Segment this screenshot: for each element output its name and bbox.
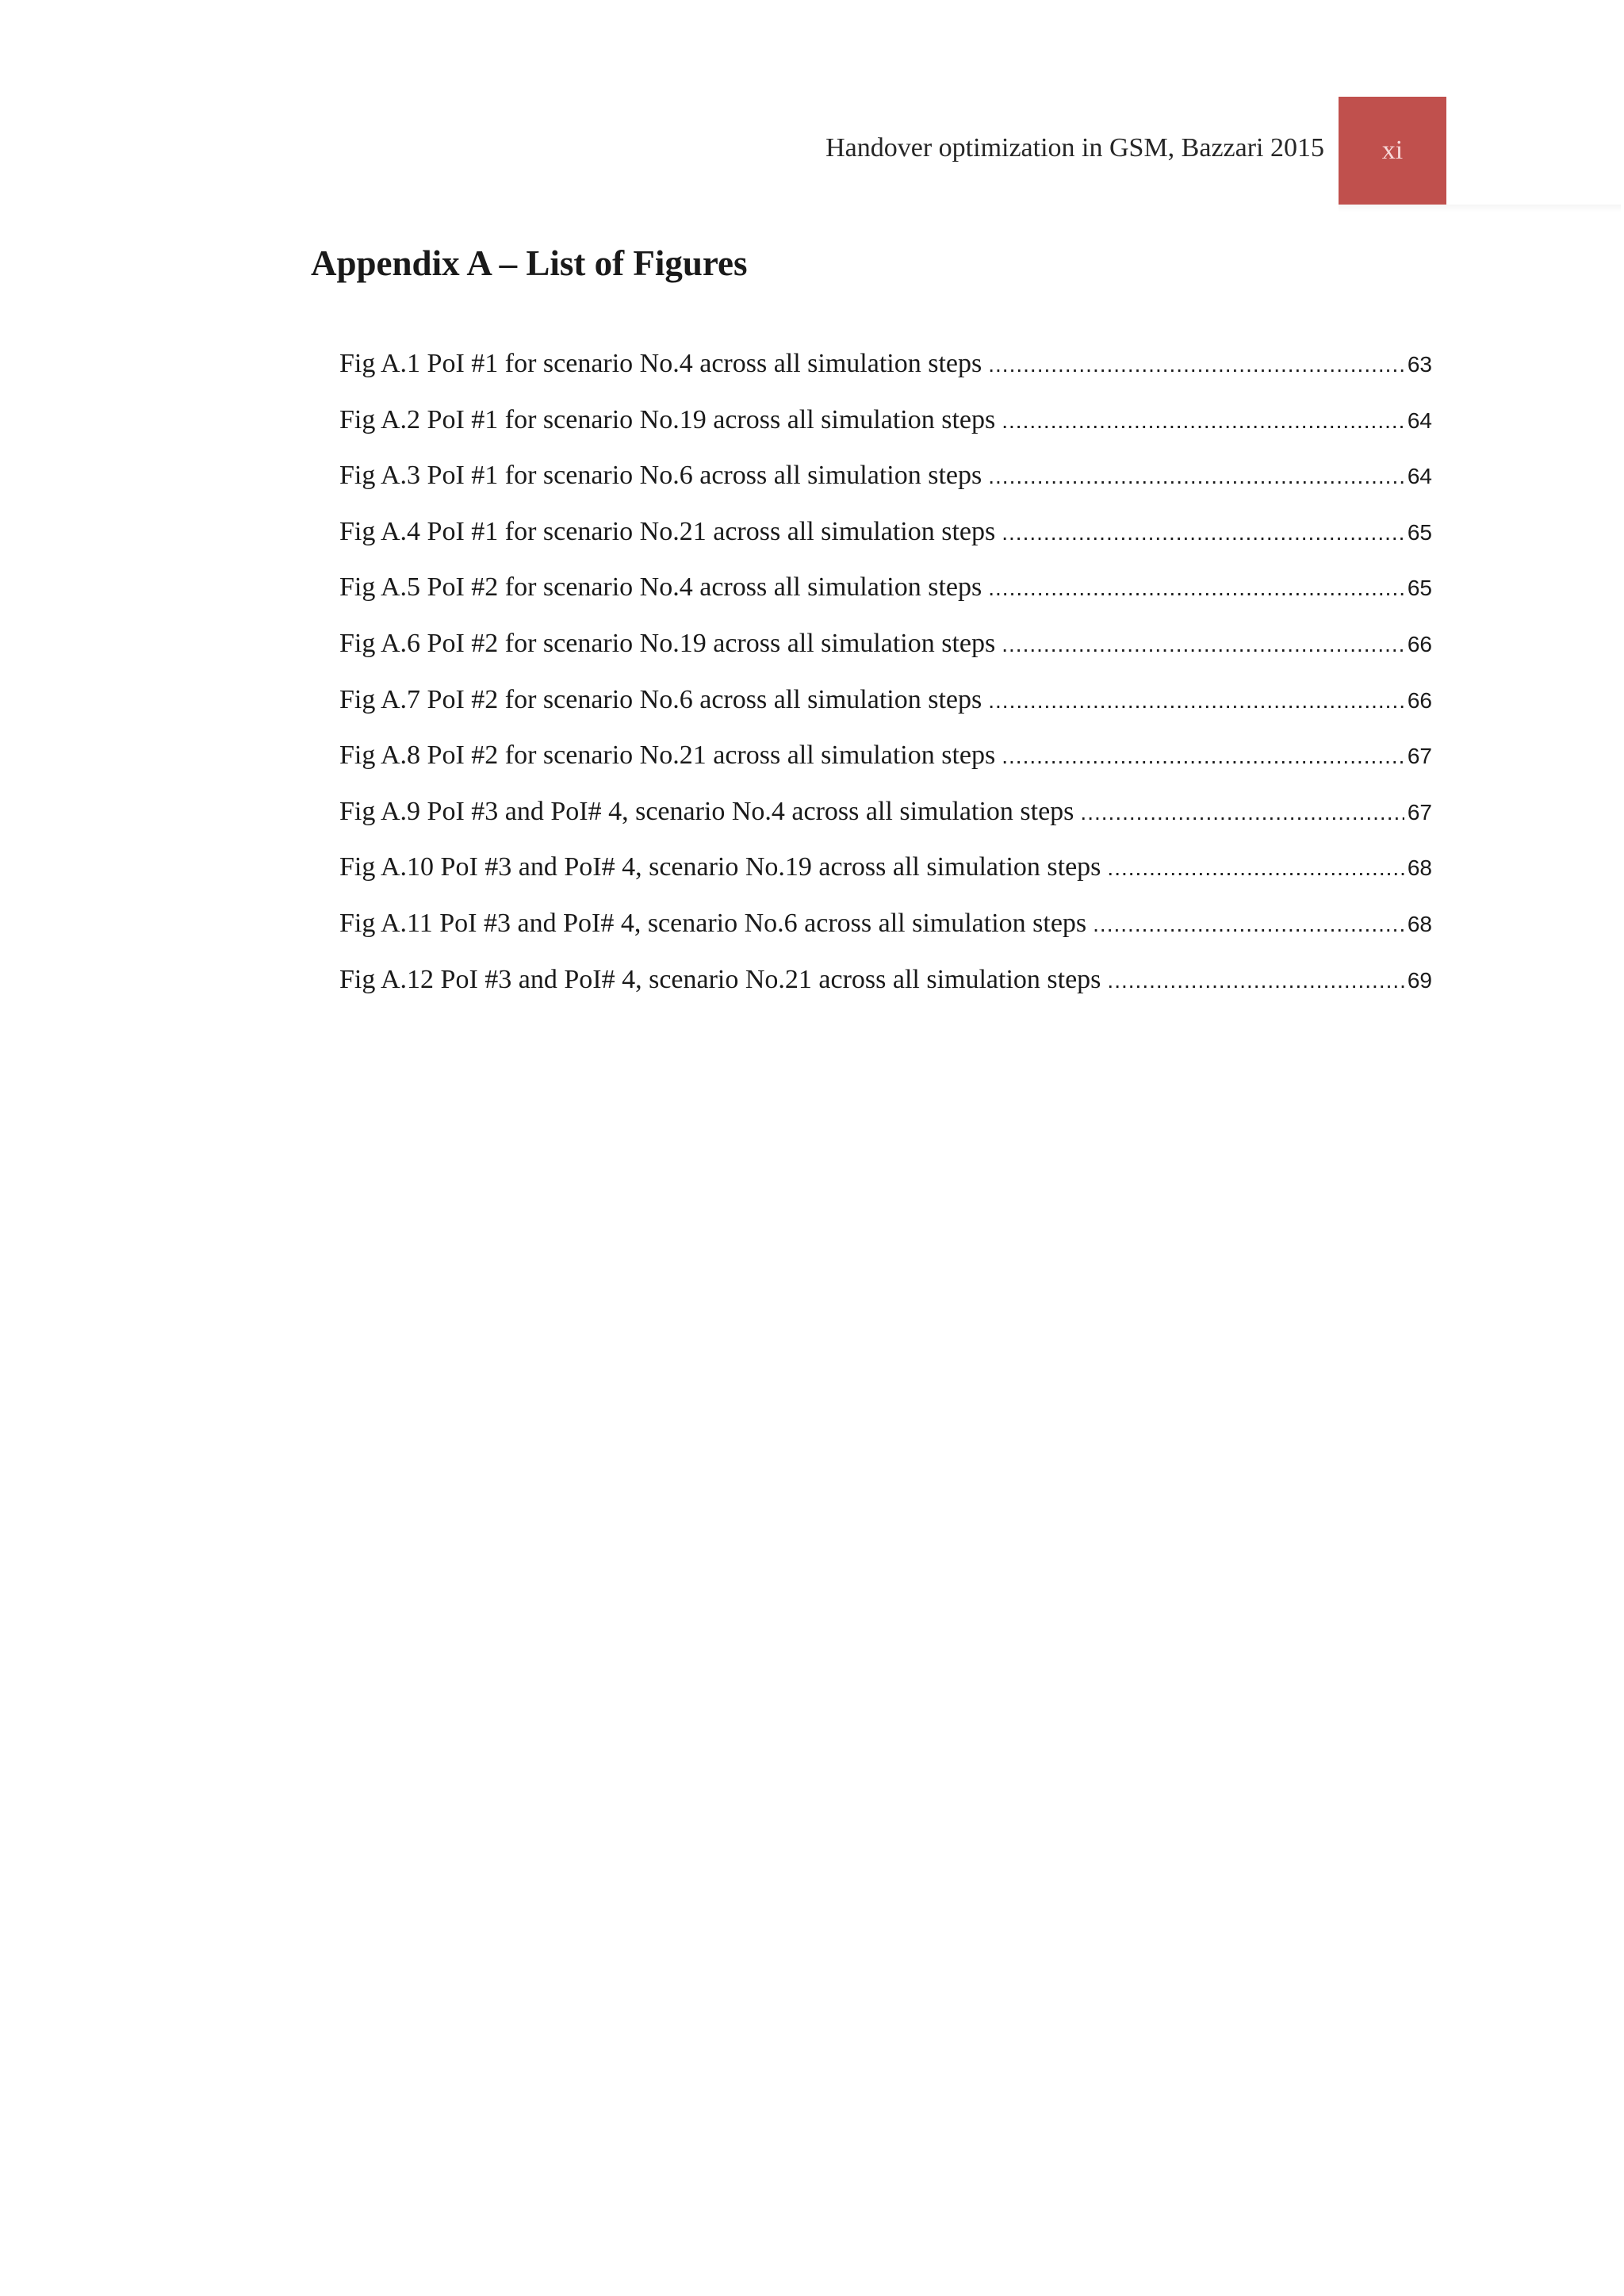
dot-leader xyxy=(1002,408,1404,434)
toc-entry-label: Fig A.6 PoI #2 for scenario No.19 across all simulation steps xyxy=(339,628,996,658)
toc-entry-a8[interactable] xyxy=(339,740,1432,797)
toc-entry-page: 66 xyxy=(1407,631,1432,656)
toc-entry-label: Fig A.9 PoI #3 and PoI# 4, scenario No.4 across all simulation steps xyxy=(339,796,1074,826)
toc-entry-label: Fig A.7 PoI #2 for scenario No.6 across all simulation steps xyxy=(339,684,982,714)
toc-entry-label: Fig A.8 PoI #2 for scenario No.21 across all simulation steps xyxy=(339,740,996,771)
dot-leader xyxy=(988,688,1404,714)
dot-leader xyxy=(1002,632,1404,657)
toc-entry-a4[interactable] xyxy=(339,517,1432,573)
toc-entry-page: 68 xyxy=(1407,911,1432,936)
toc-entry-a1[interactable] xyxy=(339,349,1432,405)
dot-leader xyxy=(1093,912,1404,937)
toc-entry-page: 69 xyxy=(1407,967,1432,993)
list-of-figures xyxy=(339,349,1432,1020)
dot-leader xyxy=(1002,744,1404,769)
toc-entry-page: 67 xyxy=(1407,744,1432,769)
toc-entry-a12[interactable] xyxy=(339,965,1432,1021)
dot-leader xyxy=(1080,800,1404,825)
running-header: Handover optimization in GSM, Bazzari 2015 xyxy=(825,133,1324,163)
toc-entry-page: 64 xyxy=(1407,408,1432,433)
toc-entry-page: 65 xyxy=(1407,519,1432,545)
toc-entry-a7[interactable] xyxy=(339,685,1432,741)
toc-entry-page: 68 xyxy=(1407,855,1432,881)
toc-entry-a5[interactable] xyxy=(339,572,1432,629)
toc-entry-a9[interactable] xyxy=(339,797,1432,853)
toc-entry-page: 67 xyxy=(1407,799,1432,825)
page-number: xi xyxy=(1381,136,1404,165)
toc-entry-label: Fig A.4 PoI #1 for scenario No.21 across all simulation steps xyxy=(339,516,996,546)
toc-entry-label: Fig A.5 PoI #2 for scenario No.4 across all simulation steps xyxy=(339,572,982,603)
toc-entry-label: Fig A.1 PoI #1 for scenario No.4 across all simulation steps xyxy=(339,349,982,378)
toc-entry-a3[interactable] xyxy=(339,461,1432,517)
dot-leader xyxy=(988,576,1404,601)
dot-leader xyxy=(988,464,1404,489)
toc-entry-a6[interactable] xyxy=(339,629,1432,685)
toc-entry-a11[interactable] xyxy=(339,909,1432,965)
toc-entry-page: 65 xyxy=(1407,576,1432,601)
header-shadow-divider xyxy=(1339,205,1621,212)
toc-entry-page: 64 xyxy=(1407,464,1432,489)
toc-entry-label: Fig A.11 PoI #3 and PoI# 4, scenario No.6 across all simulation steps xyxy=(339,908,1087,938)
dot-leader xyxy=(988,352,1404,377)
toc-entry-label: Fig A.12 PoI #3 and PoI# 4, scenario No.21 across all simulation steps xyxy=(339,964,1101,994)
toc-entry-page: 66 xyxy=(1407,687,1432,713)
dot-leader xyxy=(1107,968,1404,993)
toc-entry-label: Fig A.10 PoI #3 and PoI# 4, scenario No.19 across all simulation steps xyxy=(339,852,1101,882)
toc-entry-label: Fig A.3 PoI #1 for scenario No.6 across all simulation steps xyxy=(339,461,982,491)
toc-entry-a2[interactable] xyxy=(339,405,1432,461)
toc-entry-a10[interactable] xyxy=(339,852,1432,909)
toc-entry-label: Fig A.2 PoI #1 for scenario No.19 across all simulation steps xyxy=(339,404,996,434)
page-number-badge xyxy=(1339,97,1446,205)
toc-entry-page: 63 xyxy=(1407,352,1432,377)
dot-leader xyxy=(1002,520,1404,545)
dot-leader xyxy=(1107,855,1404,881)
appendix-title: Appendix A – List of Figures xyxy=(311,243,748,283)
